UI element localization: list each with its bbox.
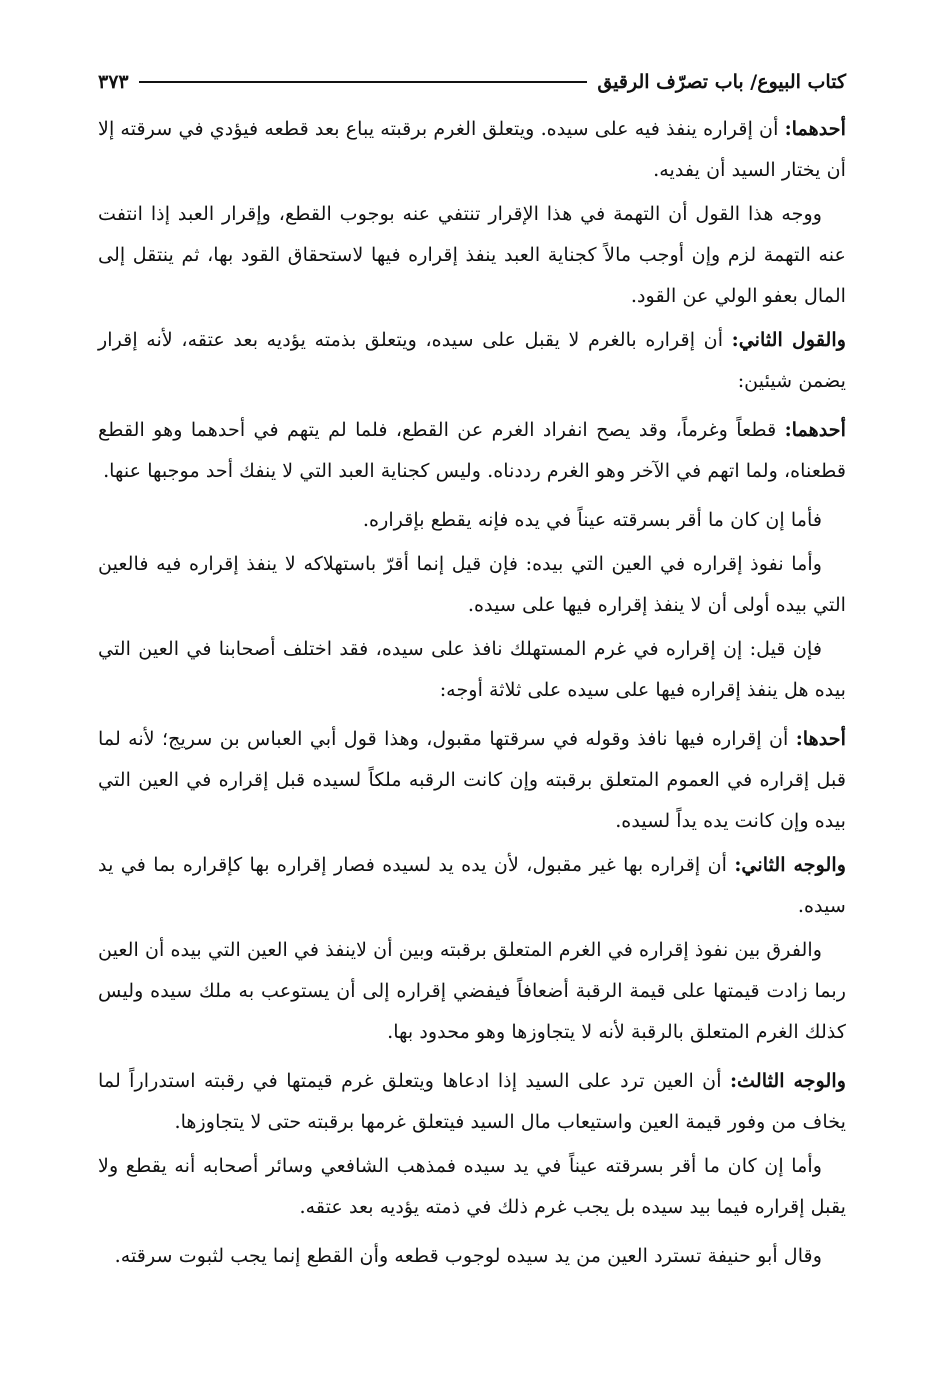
paragraph-4 [98, 409, 846, 491]
running-title: كتاب البيوع/ باب تصرّف الرقيق [597, 71, 846, 93]
paragraph-1 [98, 108, 846, 190]
paragraph-3 [98, 319, 846, 401]
paragraph-7 [98, 628, 846, 710]
paragraph-lead: أحدها: [795, 727, 846, 750]
paragraph-text: فإن قيل: إن إقراره في غرم المستهلك نافذ على سيده، فقد اختلف أصحابنا في العين التي بيده هل ينفذ إقراره فيها على سيده على ثلاثة أوجه: [98, 637, 846, 701]
paragraph-13 [98, 1235, 846, 1276]
paragraph-text: أن إقراره فيها نافذ وقوله في سرقتها مقبول، وهذا قول أبي العباس بن سريج؛ لأنه لما قبل إقراره في العموم المتعلق برقبته وإن كانت الرقبه ملكاً لسيده قبل إقراره في العين التي بيده وإن كانت يده يداً لسيده. [98, 727, 846, 832]
paragraph-text: أن إقراره ينفذ فيه على سيده. ويتعلق الغرم برقبته يباع بعد قطعه فيؤدي في سرقته إلا أن يختار السيد أن يفديه. [98, 117, 846, 181]
paragraph-8 [98, 718, 846, 841]
paragraph-text: ووجه هذا القول أن التهمة في هذا الإقرار تنتفي عنه بوجوب القطع، وإقرار العبد إذا انتفت عنه التهمة لزم وإن أوجب مالاً كجناية العبد ينفذ إقراره فيها لاستحقاق القود بها، ثم ينتقل إلى المال بعفو الولي عن القود. [98, 202, 846, 307]
paragraph-text: وقال أبو حنيفة تسترد العين من يد سيده لوجوب قطعه وأن القطع إنما يجب لثبوت سرقته. [114, 1244, 822, 1267]
paragraph-5 [98, 499, 846, 540]
paragraph-text: أن إقراره بها غير مقبول، لأن يده يد لسيده فصار إقراره بها كإقراره بما في يد سيده. [98, 853, 846, 917]
page-header [98, 62, 846, 102]
paragraph-lead: أحدهما: [784, 117, 846, 140]
paragraph-9 [98, 844, 846, 926]
paragraph-lead: والوجه الثالث: [729, 1069, 846, 1092]
paragraph-text: فأما إن كان ما أقر بسرقته عيناً في يده فإنه يقطع بإقراره. [362, 508, 822, 531]
header-rule [139, 81, 588, 83]
document-page [98, 62, 846, 1279]
paragraph-text: وأما إن كان ما أقر بسرقته عيناً في يد سيده فمذهب الشافعي وسائر أصحابه أنه يقطع ولا يقبل إقراره فيما بيد سيده بل يجب غرم ذلك في ذمته يؤديه بعد عتقه. [98, 1154, 846, 1218]
paragraph-lead: والوجه الثاني: [734, 853, 846, 876]
paragraph-lead: والقول الثاني: [731, 328, 846, 351]
paragraph-text: أن العين ترد على السيد إذا ادعاها ويتعلق غرم قيمتها في رقبته استدراراً لما يخاف من وفور قيمة العين واستيعاب مال السيد فيتعلق غرمها برقبته حتى لا يتجاوزها. [98, 1069, 846, 1133]
page-number: ٣٧٣ [98, 71, 129, 93]
paragraph-2 [98, 193, 846, 316]
paragraph-10 [98, 929, 846, 1052]
paragraph-text: والفرق بين نفوذ إقراره في الغرم المتعلق برقبته وبين أن لاينفذ في العين التي بيده أن العين ربما زادت قيمتها على قيمة الرقبة أضعافاً فيفضي إقراره إلى أن يستوعب به ملك سيده وليس كذلك الغرم المتعلق بالرقبة لأنه لا يتجاوزها وهو محدود بها. [98, 938, 846, 1043]
paragraph-11 [98, 1060, 846, 1142]
paragraph-text: أن إقراره بالغرم لا يقبل على سيده، ويتعلق بذمته يؤديه بعد عتقه، لأنه إقرار يضمن شيئين: [98, 328, 846, 392]
paragraph-6 [98, 543, 846, 625]
paragraph-lead: أحدهما: [784, 418, 846, 441]
paragraph-12 [98, 1145, 846, 1227]
paragraph-text: وأما نفوذ إقراره في العين التي بيده: فإن قيل إنما أقرّ باستهلاكه لا ينفذ إقراره فيه فالعين التي بيده أولى أن لا ينفذ إقراره فيها على سيده. [98, 552, 846, 616]
paragraph-text: قطعاً وغرماً، وقد يصح انفراد الغرم عن القطع، فلما لم يتهم في أحدهما وهو القطع قطعناه، ولما اتهم في الآخر وهو الغرم رددناه. وليس كجناية العبد التي لا ينفك أحد موجبها عنها. [98, 418, 846, 482]
